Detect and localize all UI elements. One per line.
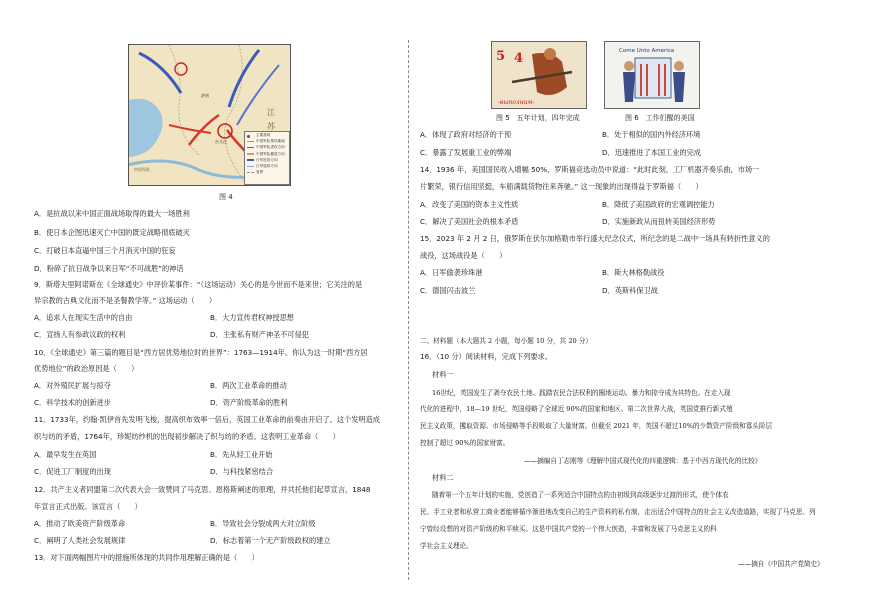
poster2-caption: 图 6 工作们醒的美国 — [625, 114, 695, 122]
poster-drawing — [605, 42, 700, 109]
q15-option-a: A．日军偷袭珍珠港 — [420, 268, 483, 277]
q11-option-b: B．先从轻工业开始 — [210, 450, 273, 459]
q13-option-d: D．迅速推进了本国工业的完成 — [602, 148, 701, 157]
q13-option-b: B．处于相似的国内外经济环境 — [602, 130, 701, 139]
q11-option-d: D．与科技紧密结合 — [210, 467, 274, 476]
q13-option-a: A．体现了政府对经济的干预 — [420, 130, 512, 139]
q14-stem-line: 14．1936 年，美国国民收入增幅 50%，罗斯福竞选动员中说道：“此时此刻，工厂机器齐奏乐曲，市场一 — [420, 165, 760, 174]
q14-option-b: B．降低了美国政府的宏观调控能力 — [602, 200, 715, 209]
material-1-line: 代化的进程中，18—19 世纪，英国侵略了全球近 90%的国家和地区。第二次世界大战，英国党推行新式殖 — [420, 405, 733, 413]
map-label: 苏 — [267, 122, 275, 131]
legend-item: 日军退却方向 — [245, 163, 289, 169]
material-2-line: 随着第一个五年计划的实施，党创造了一系列适合中国特点的由初级到高级逐步过渡的形式，使个体农 — [432, 491, 729, 499]
q12-option-c: C．阐明了人类社会发展规律 — [34, 536, 126, 545]
q15-option-b: B．斯大林格勒战役 — [602, 268, 665, 277]
map-label: 江 — [267, 108, 275, 117]
q12-stem-line: 年宣言正式出版。该宣言（ ） — [34, 502, 142, 511]
material-2-line: 民、手工业者和私营工商业者能够循序渐进地改变自己的生产资料的私有制，走出适合中国特点的社会主义改造道路，实现了马克思、列 — [420, 508, 816, 516]
material-2-title: 材料二 — [432, 473, 454, 482]
q8-option-a: A．是抗战以来中国正面战场取得的最大一场胜利 — [34, 209, 190, 218]
battle-map — [128, 44, 291, 186]
q9-option-c: C．宣扬人有参政议政的权利 — [34, 330, 126, 339]
legend-item: 中国军队撤退方向 — [245, 151, 289, 157]
q14-option-c: C．解决了美国社会的根本矛盾 — [420, 217, 519, 226]
q15-option-d: D．英斯科保卫战 — [602, 286, 658, 295]
q10-option-b: B．两次工业革命的推动 — [210, 381, 287, 390]
map-label: 中国军队 — [134, 167, 150, 172]
q10-stem-line: 优势地位”的政治原因是（ ） — [34, 364, 139, 373]
map-label: 济南 — [201, 93, 209, 98]
q9-stem-line: 9．斯塔夫里阿诺斯在《全球通史》中评价某事件：“（这场运动）关心的是今世而不是来世；它关注的是 — [34, 280, 363, 289]
column-divider — [408, 40, 409, 580]
q10-stem-line: 10．《全球通史》第三篇的题目是“西方居优势地位时的世界”：1763—1914年。你认为这一时期“西方居 — [34, 348, 368, 357]
material-1-line: 民主义政策，攫取资源、市场侵略等手段吸取了大量财富。但截至 2021 年，英国不超过10%的少数资产阶级和寡头阶层 — [420, 422, 773, 430]
q13-option-c: C．暴露了发展重工业的弊端 — [420, 148, 512, 157]
q9-option-a: A．追求人在现实生活中的自由 — [34, 313, 133, 322]
q14-option-a: A．改变了美国的资本主义性质 — [420, 200, 519, 209]
q15-stem-line: 15．2023 年 2 月 2 日，俄罗斯在伏尔加格勒市举行盛大纪念仪式，所纪念的是二战中一场具有转折性意义的 — [420, 234, 770, 243]
material-1-line: 16世纪，英国发生了剥夺农民土地、践踏农民合法权利的圈地运动。暴力和掠夺成为其特色。在走入现 — [432, 389, 731, 397]
material-2-source: ——摘自《中国共产党简史》 — [738, 560, 824, 568]
poster-drawing — [492, 42, 587, 109]
map-legend — [244, 131, 290, 185]
legend-item: 省界 — [245, 169, 289, 175]
q11-option-c: C．促进工厂制度的出现 — [34, 467, 111, 476]
q8-option-b: B．使日本企图迅速灭亡中国的既定战略彻底破灭 — [34, 228, 190, 237]
q16-stem: 16．（10 分）阅读材料，完成下列要求。 — [420, 352, 552, 361]
worker-figure — [674, 61, 684, 71]
america-works-poster — [604, 41, 700, 109]
legend-item: 中国军队集结地域 — [245, 138, 289, 144]
q12-stem-line: 12．共产主义者同盟第二次代表大会一致赞同了马克思、恩格斯阐述的原理，并共托他们起草宣言，1848 — [34, 485, 371, 494]
five-year-plan-poster — [491, 41, 587, 109]
poster-title: Come Unto America — [619, 48, 675, 54]
section-2-heading: 二、材料题（本大题共 2 小题，每小题 10 分，共 20 分） — [420, 337, 593, 345]
q13-stem-line: 13．对下面两幅图片中的措施所体现的共同作用理解正确的是（ ） — [34, 553, 259, 562]
material-2-line: 学社会主义理论。 — [420, 542, 473, 550]
q11-option-a: A．最早发生在英国 — [34, 450, 97, 459]
poster1-caption: 图 5 五年计划，四年完成 — [496, 114, 580, 122]
legend-item: 中国军队进攻方向 — [245, 144, 289, 150]
q14-stem-line: 片繁荣，银行信用坚挺，车船满载货物往来奔驰。” 这一现象的出现得益于罗斯福（ ） — [420, 182, 703, 191]
q15-option-c: C．德国闪击波兰 — [420, 286, 476, 295]
q8-option-d: D．粉碎了抗日战争以来日军“不可战胜”的神话 — [34, 264, 184, 273]
map-label: 台儿庄 — [215, 139, 227, 144]
q14-option-d: D．实施新政从而扭转美国经济形势 — [602, 217, 716, 226]
material-1-title: 材料一 — [432, 370, 454, 379]
map-caption: 图 4 — [219, 193, 233, 201]
poster-number: 5 — [496, 49, 506, 64]
q11-stem-line: 11．1733年，约翰·凯伊首先发明飞梭，提高织布效率一倍后，英国工业革命的前奏由开启了。这个发明造成 — [34, 415, 380, 424]
q12-option-b: B．导致社会分裂成两大对立阶级 — [210, 519, 316, 528]
q8-option-c: C．打破日本直逼中国三个月消灭中国的狂妄 — [34, 246, 176, 255]
q11-stem-line: 织与纺的矛盾，1764年，珍妮纺纱机的出现初步解决了织与纺的矛盾。这表明工业革命（ ） — [34, 432, 340, 441]
poster-slogan: -выполним- — [498, 99, 535, 106]
svg-text:4: 4 — [514, 51, 524, 66]
farmer-figure — [624, 61, 634, 71]
material-1-line: 控制了超过 90%的国家财富。 — [420, 439, 510, 447]
q10-option-d: D．资产阶级革命的胜利 — [210, 398, 288, 407]
q9-option-d: D．主张私有财产神圣不可侵犯 — [210, 330, 309, 339]
legend-item: 日军进攻方向 — [245, 157, 289, 163]
q9-stem-line: 异宗教的古典文化而不是圣餐教学等。” 这场运动（ ） — [34, 296, 217, 305]
q12-option-d: D．标志着第一个无产阶级政权的建立 — [210, 536, 331, 545]
q10-option-c: C．科学技术的创新进步 — [34, 398, 111, 407]
q9-option-b: B．大力宣传君权神授思想 — [210, 313, 294, 322]
q10-option-a: A．对外殖民扩展与掠夺 — [34, 381, 111, 390]
material-2-line: 宁曾经设想的对资产阶级的和平赎买。这是中国共产党的一个伟大创造，丰富和发展了马克思主义的科 — [420, 525, 717, 533]
legend-item: 主要战场 — [245, 132, 289, 138]
material-1-source: ——摘编自丁志刚等《理解中国式现代化的四重逻辑：基于中西方现代化的比较》 — [524, 457, 762, 465]
q15-stem-line: 战役，这场战役是（ ） — [420, 251, 507, 260]
q12-option-a: A．推动了欧美资产阶级革命 — [34, 519, 126, 528]
